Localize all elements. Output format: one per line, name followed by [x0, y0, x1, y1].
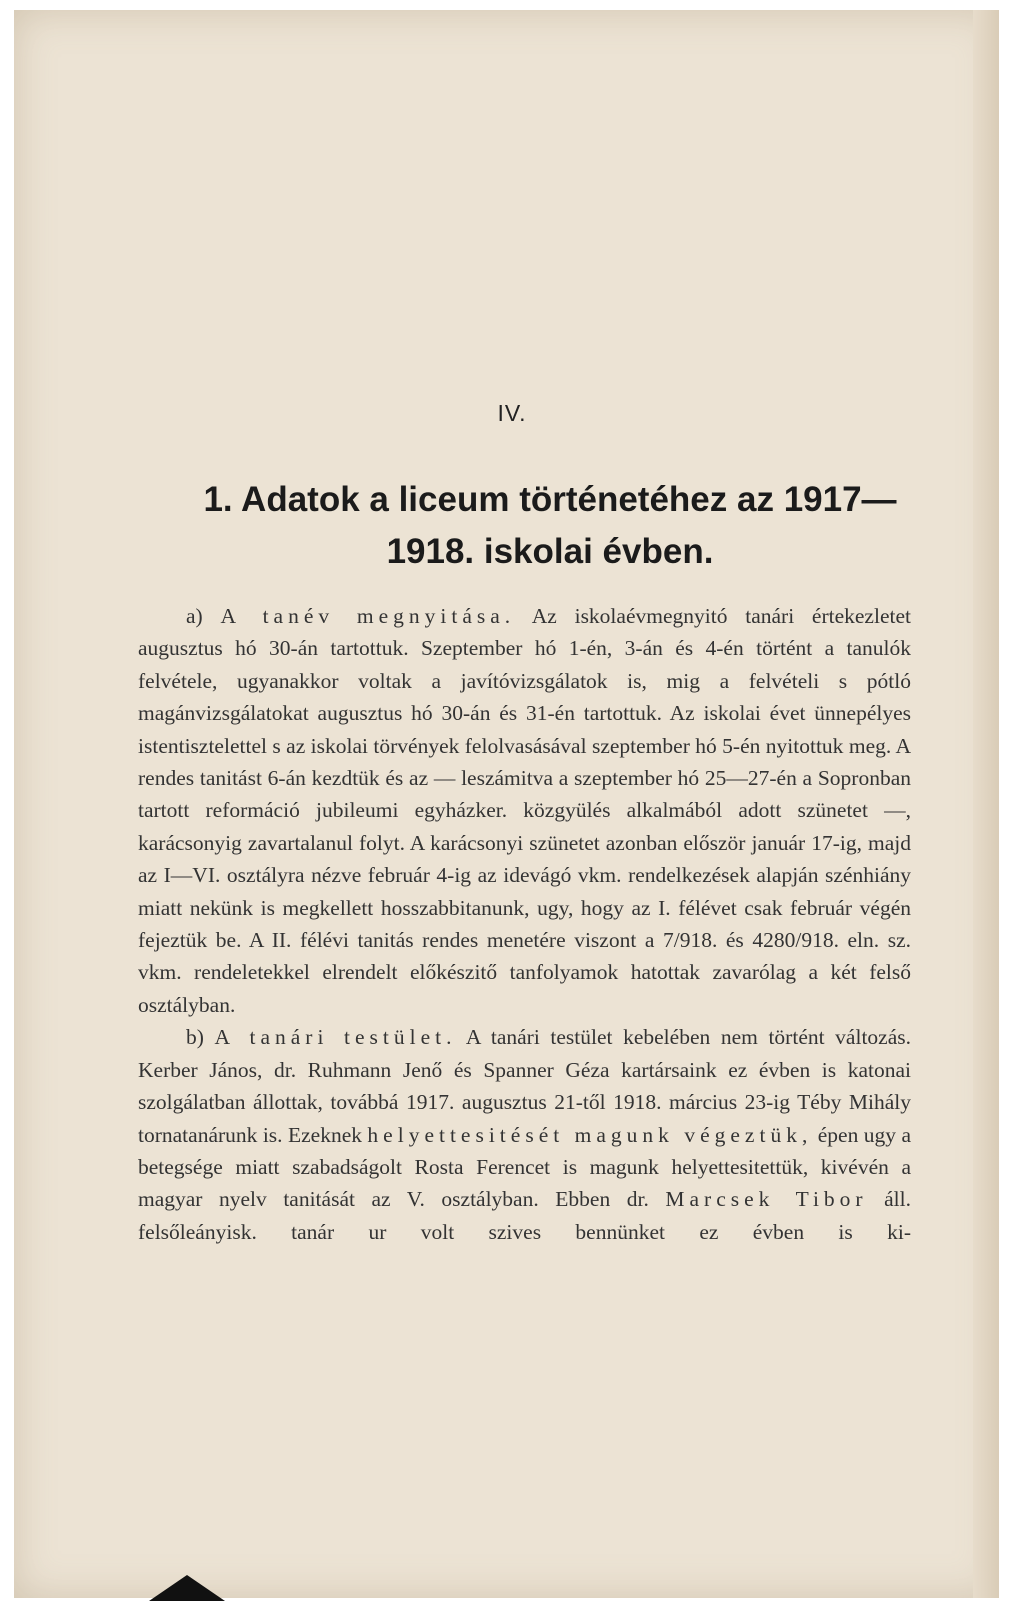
triangle-marker-icon — [149, 1575, 225, 1601]
section-b-spaced-name: Marcsek Tibor — [665, 1187, 868, 1212]
section-b-label: b) — [186, 1025, 204, 1050]
section-b-text-1: A tanári testület kebelében nem történt változás. Kerber János, dr. Ruhmann Jenő és Spanner Géza kartársaink ez évben is katonai szolgálatban állottak, továbbá 1917. augusztus 21-től 1918. március 23-ig Téby Mihály tornatanárunk is. Ezeknek — [138, 1025, 911, 1147]
section-b-spaced-phrase: helyettesitését magunk végeztük, — [367, 1122, 813, 1147]
section-b-text-2: épen ugy a betegsége miatt szabadságolt Rosta Ferencet is magunk helyettesitettük, kivévén a magyar nyelv tanitását az V. osztályban. Ebben dr. — [138, 1122, 912, 1212]
page-title: 1. Adatok a liceum történetéhez az 1917—1918. iskolai évben. — [203, 480, 897, 571]
section-a-text: Az iskolaévmegnyitó tanári értekezletet augusztus hó 30-án tartottuk. Szeptember hó 1-én, 3-án és 4-én történt a tanulók felvétele, ugyanakkor voltak a javítóvizsgálatok is, mig a felvételi s pótló magánvizsgálatokat augusztus hó 30-án és 31-én tartottuk. Az iskolai évet ünnepélyes istentisztelettel s az iskolai törvények felolvasásával szeptember hó 5-én nyitottuk meg. A rendes tanitást 6-án kezdtük és az — leszámitva a szeptember hó 25—27-én a Sopronban tartott reformáció jubileumi egyházker. közgyülés alkalmából adott szünetet —, karácsonyig zavartalanul folyt. A karácsonyi szünetet azonban először január 17-ig, majd az I—VI. osztályra nézve február 4-ig az idevágó vkm. rendelkezések alapján szénhiány miatt nekünk is megkellett hosszabbitanunk, ugy, hogy az I. félévet csak február végén fejeztük be. A II. félévi tanitás rendes menetére viszont a 7/918. és 4280/918. eln. sz. vkm. rendeletekkel elrendelt előkészitő tanfolyamok hatottak zavarólag a két felső osztályban. — [138, 604, 911, 1017]
section-b-heading: A tanári testület. — [214, 1025, 457, 1050]
page-edge — [973, 10, 999, 1598]
document-body — [138, 600, 911, 1248]
section-a-label: a) — [186, 604, 203, 628]
chapter-number: IV. — [497, 400, 527, 426]
paragraph-section-b — [138, 1021, 911, 1248]
section-b-text-3: áll. felsőleányisk. tanár ur volt szives bennünket ez évben is ki- — [138, 1187, 911, 1244]
section-a-heading: A tanév megnyitása. — [220, 604, 516, 628]
paragraph-section-a — [138, 600, 911, 1021]
